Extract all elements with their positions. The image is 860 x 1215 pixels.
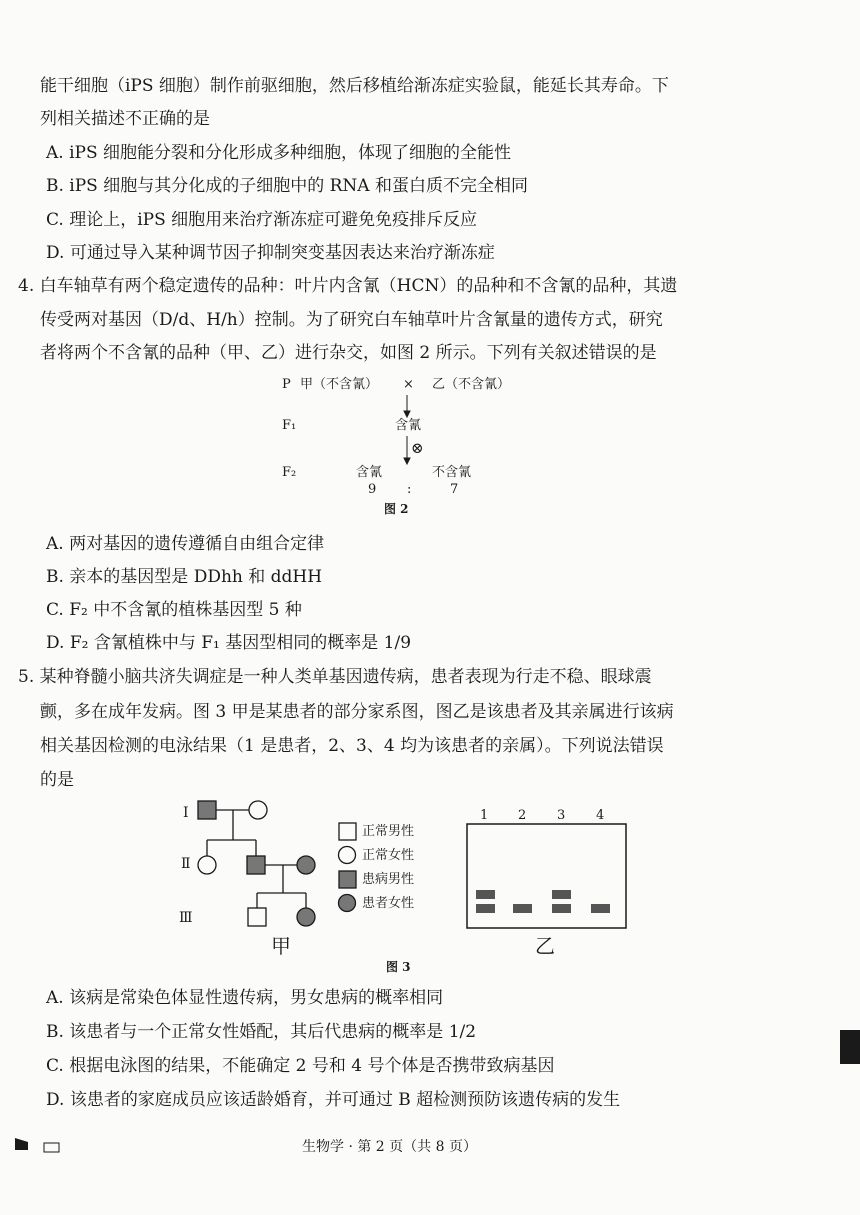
legend-affected-female-icon — [339, 895, 356, 912]
q5-stem-line4: 的是 — [40, 770, 74, 790]
gen-label-2: Ⅱ — [181, 856, 191, 872]
pedigree-ii2-affected-male — [247, 856, 265, 874]
fig2-f1-phenotype: 含氰 — [395, 418, 422, 433]
gel-lane-label-4: 4 — [596, 808, 605, 823]
legend-normal-male: 正常男性 — [362, 824, 415, 839]
q5-option-d: D. 该患者的家庭成员应该适龄婚育，并可通过 B 超检测预防该遗传病的发生 — [46, 1090, 621, 1110]
q5-stem-line2: 颤，多在成年发病。图 3 甲是某患者的部分家系图，图乙是该患者及其亲属进行该病 — [40, 702, 674, 722]
legend-affected-female: 患者女性 — [362, 896, 415, 911]
q5-stem-line1: 5. 某种脊髓小脑共济失调症是一种人类单基因遗传病，患者表现为行走不稳、眼球震 — [18, 667, 652, 687]
q4-stem-line3: 者将两个不含氰的品种（甲、乙）进行杂交，如图 2 所示。下列有关叙述错误的是 — [40, 343, 657, 363]
fig2-p-label: P — [282, 377, 291, 392]
legend-normal-male-icon — [339, 823, 356, 840]
gel-lane-label-2: 2 — [518, 808, 527, 823]
q5-option-a: A. 该病是常染色体显性遗传病，男女患病的概率相同 — [46, 988, 444, 1008]
gel-band-lane2-lower — [513, 904, 532, 913]
fig2-caption: 图 2 — [384, 502, 409, 516]
pedigree-chart — [198, 801, 315, 926]
self-cross-icon: ⊗ — [411, 439, 424, 457]
q3-option-c: C. 理论上，iPS 细胞用来治疗渐冻症可避免免疫排斥反应 — [46, 210, 478, 230]
gen-label-3: Ⅲ — [179, 910, 193, 926]
gel-band-lane4-lower — [591, 904, 610, 913]
gel-lane-label-1: 1 — [480, 808, 489, 823]
gel-band-lane3-upper — [552, 890, 571, 899]
q5-stem-line3: 相关基因检测的电泳结果（1 是患者，2、3、4 均为该患者的亲属）。下列说法错误 — [40, 736, 664, 756]
page-footer: 生物学 · 第 2 页（共 8 页） — [302, 1139, 477, 1155]
pedigree-ii1-normal-female — [198, 856, 216, 874]
fig2-f2-label: F₂ — [282, 465, 297, 480]
q3-option-b: B. iPS 细胞与其分化成的子细胞中的 RNA 和蛋白质不完全相同 — [46, 176, 528, 196]
q4-stem-line1: 4. 白车轴草有两个稳定遗传的品种：叶片内含氰（HCN）的品种和不含氰的品种，其遗 — [18, 276, 678, 296]
fig2-parent2: 乙（不含氰） — [432, 377, 511, 392]
fig2-ratio-right: 7 — [450, 482, 459, 497]
q3-option-d: D. 可通过导入某种调节因子抑制突变基因表达来治疗渐冻症 — [46, 243, 495, 263]
pedigree-iii2-affected-female — [297, 908, 315, 926]
fig2-arrows — [404, 395, 410, 464]
q4-option-c: C. F₂ 中不含氰的植株基因型 5 种 — [46, 600, 302, 620]
gel-lane-label-3: 3 — [557, 808, 566, 823]
fig3-caption: 图 3 — [386, 960, 411, 974]
pedigree-i2-normal-female — [249, 801, 267, 819]
q5-option-b: B. 该患者与一个正常女性婚配，其后代患病的概率是 1/2 — [46, 1022, 477, 1042]
fig2-parent1: 甲（不含氰） — [300, 377, 379, 392]
q3-stem-line2: 列相关描述不正确的是 — [40, 109, 210, 129]
edge-marker — [840, 1030, 860, 1064]
pedigree-i1-affected-male — [198, 801, 216, 819]
fig2-cross: × — [403, 377, 414, 392]
gen-label-1: Ⅰ — [183, 805, 189, 821]
q4-option-d: D. F₂ 含氰植株中与 F₁ 基因型相同的概率是 1/9 — [46, 633, 412, 653]
q3-stem-line1: 能干细胞（iPS 细胞）制作前驱细胞，然后移植给渐冻症实验鼠，能延长其寿命。下 — [40, 76, 669, 96]
gel-electrophoresis — [467, 824, 626, 928]
footer-corner-mark — [15, 1138, 28, 1150]
fig2-f2-pheno1: 含氰 — [356, 465, 383, 480]
legend-affected-male: 患病男性 — [362, 872, 415, 887]
gel-band-lane1-upper — [476, 890, 495, 899]
gel-band-lane3-lower — [552, 904, 571, 913]
pedigree-iii1-normal-male — [248, 908, 266, 926]
fig2-f2-pheno2: 不含氰 — [432, 465, 472, 480]
fig2-ratio-colon: : — [407, 482, 412, 497]
q3-option-a: A. iPS 细胞能分裂和分化形成多种细胞，体现了细胞的全能性 — [46, 143, 512, 163]
legend-normal-female-icon — [339, 847, 356, 864]
legend-normal-female: 正常女性 — [362, 848, 415, 863]
pedigree-label: 甲 — [271, 934, 291, 958]
q5-option-c: C. 根据电泳图的结果，不能确定 2 号和 4 号个体是否携带致病基因 — [46, 1056, 555, 1076]
fig2-f1-label: F₁ — [282, 418, 297, 433]
pedigree-ii3-affected-female — [297, 856, 315, 874]
q4-stem-line2: 传受两对基因（D/d、H/h）控制。为了研究白车轴草叶片含氰量的遗传方式，研究 — [40, 310, 663, 330]
q4-option-b: B. 亲本的基因型是 DDhh 和 ddHH — [46, 567, 323, 587]
q4-option-a: A. 两对基因的遗传遵循自由组合定律 — [46, 534, 325, 554]
gel-label: 乙 — [535, 934, 555, 958]
footer-box-mark — [44, 1143, 59, 1152]
gel-band-lane1-lower — [476, 904, 495, 913]
legend-affected-male-icon — [339, 871, 356, 888]
fig2-ratio-left: 9 — [368, 482, 377, 497]
legend-symbols — [339, 823, 357, 912]
